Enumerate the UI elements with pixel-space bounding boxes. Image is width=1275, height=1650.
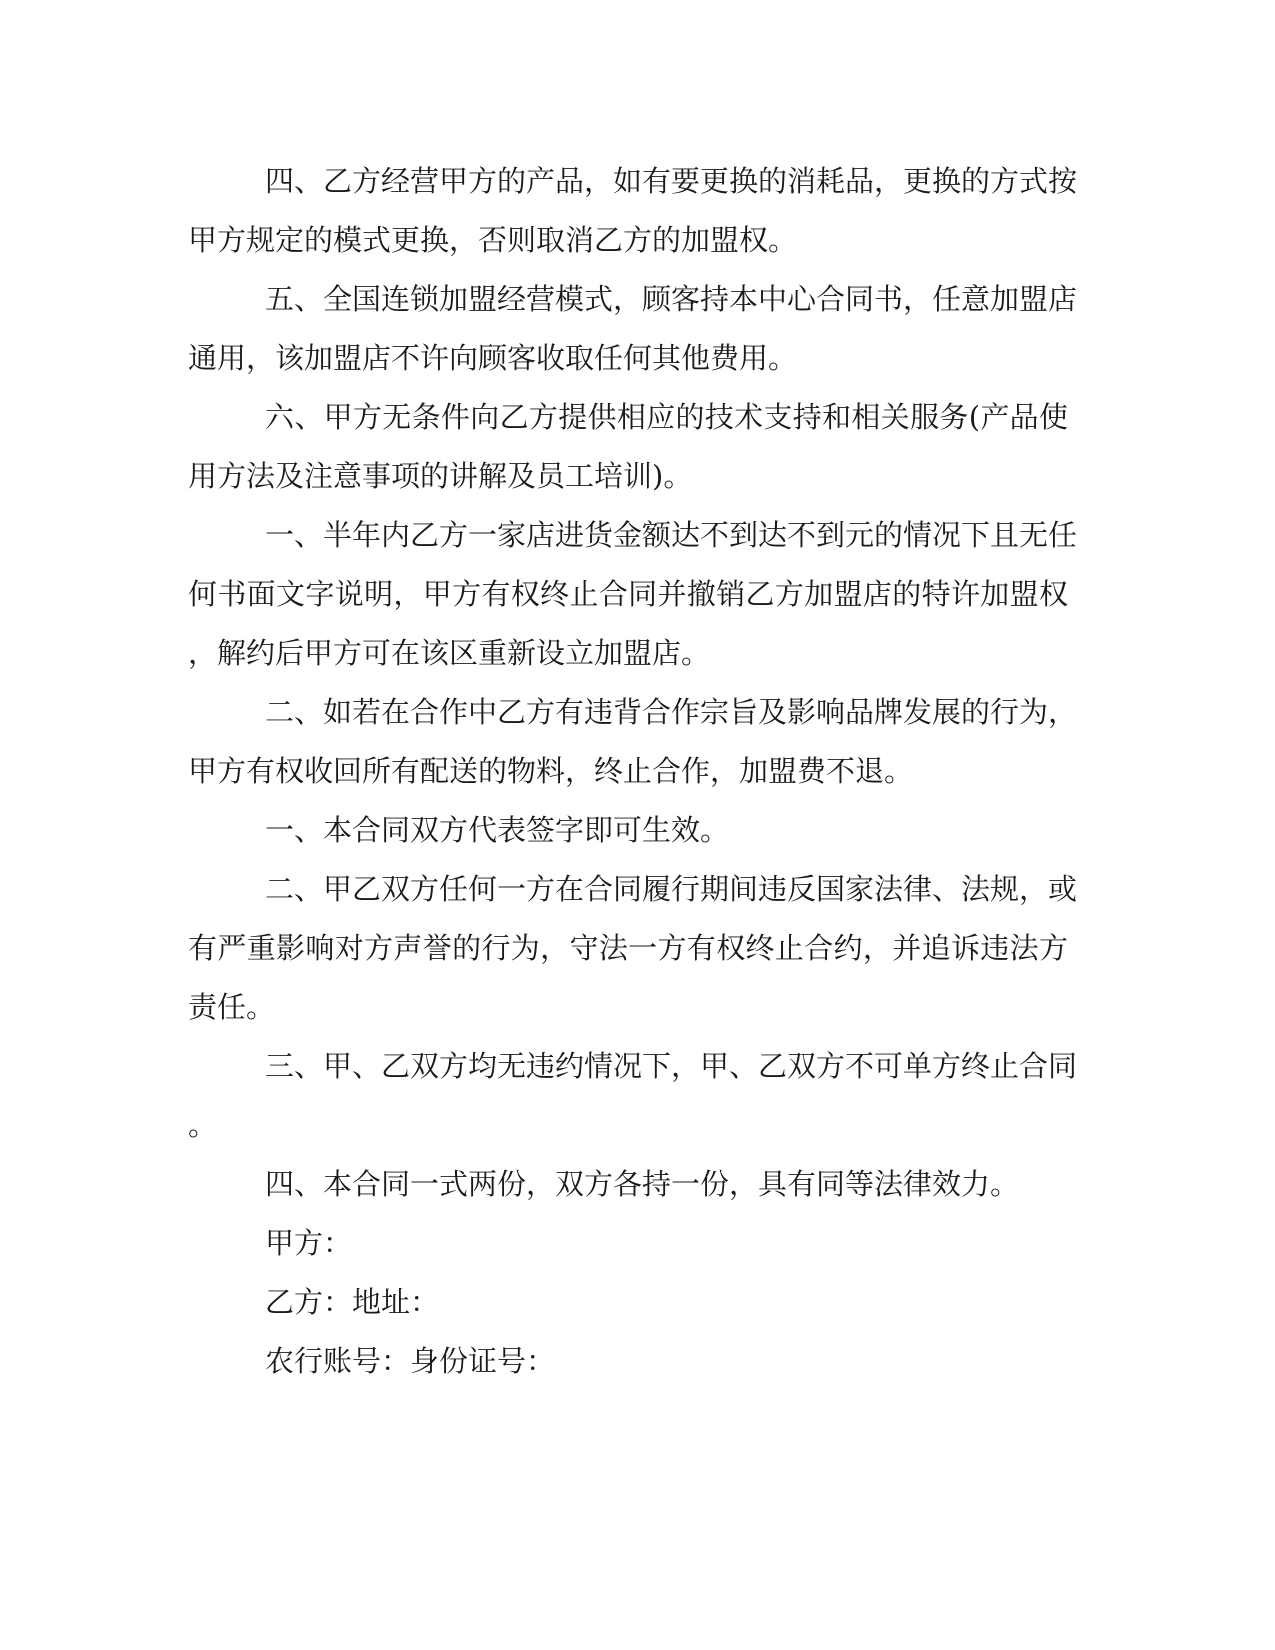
clause-5-line-1: 五、全国连锁加盟经营模式，顾客持本中心合同书，任意加盟店 — [265, 282, 1078, 316]
clause-6-line-2: 用方法及注意事项的讲解及员工培训)。 — [188, 459, 693, 493]
termination-2-line-2: 甲方有权收回所有配送的物料，终止合作，加盟费不退。 — [188, 754, 914, 788]
termination-1-line-3: ，解约后甲方可在该区重新设立加盟店。 — [188, 636, 711, 670]
general-2-line-3: 责任。 — [188, 990, 276, 1024]
general-2-line-1: 二、甲乙双方任何一方在合同履行期间违反国家法律、法规，或 — [265, 872, 1078, 906]
termination-1-line-2: 何书面文字说明，甲方有权终止合同并撤销乙方加盟店的特许加盟权 — [188, 577, 1068, 611]
bank-account-id-label: 农行账号：身份证号： — [265, 1344, 556, 1378]
general-3-line-1: 三、甲、乙双方均无违约情况下，甲、乙双方不可单方终止合同 — [265, 1049, 1078, 1083]
termination-2-line-1: 二、如若在合作中乙方有违背合作宗旨及影响品牌发展的行为， — [265, 695, 1078, 729]
party-a-label: 甲方： — [265, 1226, 353, 1260]
clause-6-line-1: 六、甲方无条件向乙方提供相应的技术支持和相关服务(产品使 — [265, 400, 1068, 434]
general-4-line-1: 四、本合同一式两份，双方各持一份，具有同等法律效力。 — [265, 1167, 1020, 1201]
general-2-line-2: 有严重影响对方声誉的行为，守法一方有权终止合约，并追诉违法方 — [188, 931, 1068, 965]
clause-4-line-2: 甲方规定的模式更换，否则取消乙方的加盟权。 — [188, 223, 798, 257]
general-1-line-1: 一、本合同双方代表签字即可生效。 — [265, 813, 730, 847]
termination-1-line-1: 一、半年内乙方一家店进货金额达不到达不到元的情况下且无任 — [265, 518, 1078, 552]
clause-5-line-2: 通用，该加盟店不许向顾客收取任何其他费用。 — [188, 341, 798, 375]
general-3-line-2: 。 — [188, 1108, 218, 1142]
party-b-address-label: 乙方：地址： — [265, 1285, 440, 1319]
clause-4-line-1: 四、乙方经营甲方的产品，如有要更换的消耗品，更换的方式按 — [265, 164, 1078, 198]
